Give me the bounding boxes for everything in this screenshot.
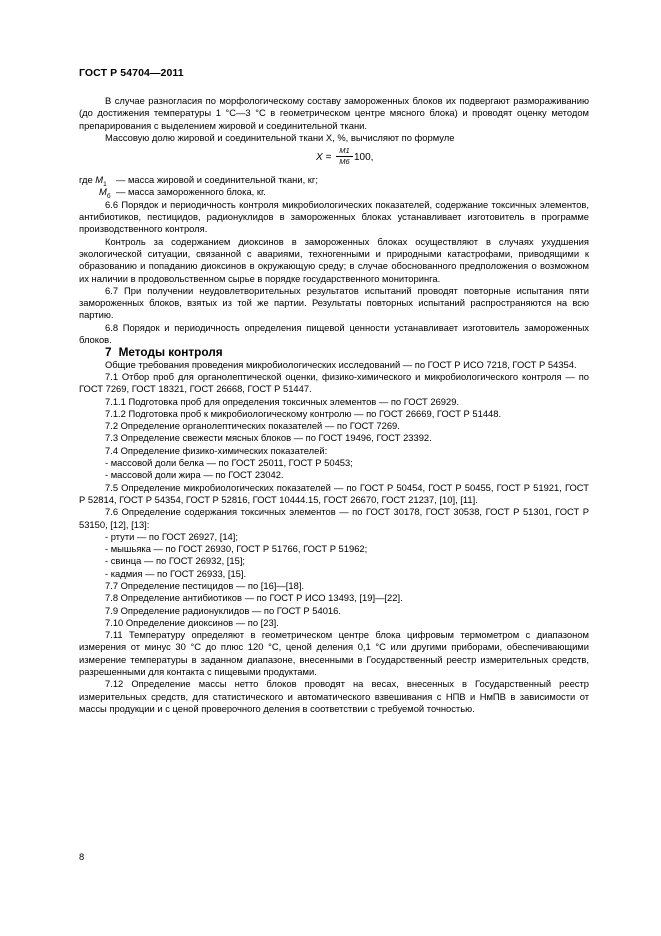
where-definition: — масса жировой и соединительной ткани, кг; [116,174,318,186]
paragraph: 7.5 Определение микробиологических показателей — по ГОСТ Р 50454, ГОСТ Р 50455, ГОСТ Р 51921, ГОСТ Р 52814, ГОСТ Р 54354, ГОСТ Р 52816, ГОСТ 10444.15, ГОСТ 26670, ГОСТ 21237, [10], [11]. [79,481,589,505]
paragraph: 7.7 Определение пестицидов — по [16]—[18]. [105,579,305,591]
page-number: 8 [79,851,85,862]
paragraph: Массовую долю жировой и соединительной ткани X, %, вычисляют по формуле [105,131,455,143]
symbol-m: M [99,186,107,198]
paragraph: 7.2 Определение органолептических показателей — по ГОСТ 7269. [105,420,400,432]
paragraph: 7.3 Определение свежести мясных блоков — по ГОСТ 19496, ГОСТ 23392. [105,432,432,444]
document-header: ГОСТ Р 54704—2011 [79,67,184,79]
formula-lhs: X = [316,152,332,164]
paragraph: 7.12 Определение массы нетто блоков проводят на весах, внесенных в Государственный реестр измерительных средств, для статистического и автоматического взвешивания с НПВ и НмПВ в зависимости от массы продукции и с ценой проверочного деления в соответствии с требуемой точностью. [79,678,589,714]
section-heading [79,346,589,358]
paragraph: 7.11 Температуру определяют в геометрическом центре блока цифровым термометром с диапазоном измерения от минус 30 °С до плюс 120 °С, ценой деления 0,1 °С или другими приборами, обеспечивающими измерение температуры в заданном диапазоне, внесенными в Государственный реестр измерительных средств, разрешенными для контакта с пищевыми продуктами. [79,629,589,678]
paragraph: 7.4 Определение физико-химических показателей: [105,444,328,456]
symbol-sub: б [106,193,111,201]
section-title: Методы контроля [118,345,223,360]
formula-numerator: M1 [336,146,353,157]
where-line-m1 [79,174,589,189]
formula-denominator: M6 [339,157,350,167]
paragraph: 6.6 Порядок и периодичность контроля микробиологических показателей, содержание токсичных элементов, антибиотиков, пестицидов, радионуклидов в замороженных блоках устанавливает изготовитель в программе производственного контроля. [79,198,589,235]
list-item: - свинца — по ГОСТ 26932, [15]; [105,555,246,567]
list-item: - ртути — по ГОСТ 26927, [14]; [105,530,238,542]
formula-multiplier: 100, [354,152,374,164]
paragraph: В случае разногласия по морфологическому составу замороженных блоков их подвергают размораживанию (до достижения температуры 1 °С—3 °С в геометрическом центре мясного блока) и проводят оценку методом препарирования с выделением жировой и соединительной ткани. [79,95,589,131]
formula [79,146,589,172]
paragraph: 6.7 При получении неудовлетворительных результатов испытаний проводят повторные испытания пяти замороженных блоков, взятых из той же партии. Результаты повторных испытаний распространяются на всю партию. [79,284,589,321]
list-item: - массовой доли белка — по ГОСТ 25011, ГОСТ Р 50453; [105,457,353,469]
list-item: - кадмия — по ГОСТ 26933, [15]. [105,567,247,579]
paragraph: 7.1 Отбор проб для органолептической оценки, физико-химического и микробиологического контроля — по ГОСТ 7269, ГОСТ 18321, ГОСТ 26668, ГОСТ Р 51447. [79,370,589,395]
where-definition: — масса замороженного блока, кг. [116,186,266,198]
paragraph: 7.6 Определение содержания токсичных элементов — по ГОСТ 30178, ГОСТ 30538, ГОСТ Р 51301, ГОСТ Р 53150, [12], [13]: [79,506,589,530]
list-item: - массовой доли жира — по ГОСТ 23042. [105,469,284,481]
symbol-m: M [95,174,104,186]
symbol-sub: 1 [103,181,107,189]
paragraph: 7.10 Определение диоксинов — по [23]. [105,616,279,628]
formula-fraction [336,146,353,167]
paragraph: 7.9 Определение радионуклидов — по ГОСТ Р 54016. [105,604,341,616]
document-body [79,95,589,715]
paragraph: 7.1.1 Подготовка проб для определения токсичных элементов — по ГОСТ 26929. [105,395,460,407]
paragraph: Контроль за содержанием диоксинов в замороженных блоках осуществляют в случаях ухудшения экологической ситуации, связанной с авариями, техногенными и природными катастрофами, приводящими к образованию и попаданию диоксинов в окружающую среду; в случае обоснованного предположения о возможном их наличии в продовольственном сырье в порядке государственного мониторинга. [79,235,589,284]
paragraph: 7.8 Определение антибиотиков — по ГОСТ Р ИСО 13493, [19]—[22]. [105,592,403,604]
list-item: - мышьяка — по ГОСТ 26930, ГОСТ Р 51766, ГОСТ Р 51962; [105,543,368,555]
paragraph: 6.8 Порядок и периодичность определения пищевой ценности устанавливает изготовитель замороженных блоков. [79,321,589,346]
section-number: 7 [105,345,112,360]
paragraph: 7.1.2 Подготовка проб к микробиологическому контролю — по ГОСТ 26669, ГОСТ Р 51448. [105,407,502,419]
paragraph: Общие требования проведения микробиологических исследований — по ГОСТ Р ИСО 7218, ГОСТ Р 54354. [105,358,577,370]
where-prefix: где [79,174,93,186]
where-line-m6 [79,186,589,201]
